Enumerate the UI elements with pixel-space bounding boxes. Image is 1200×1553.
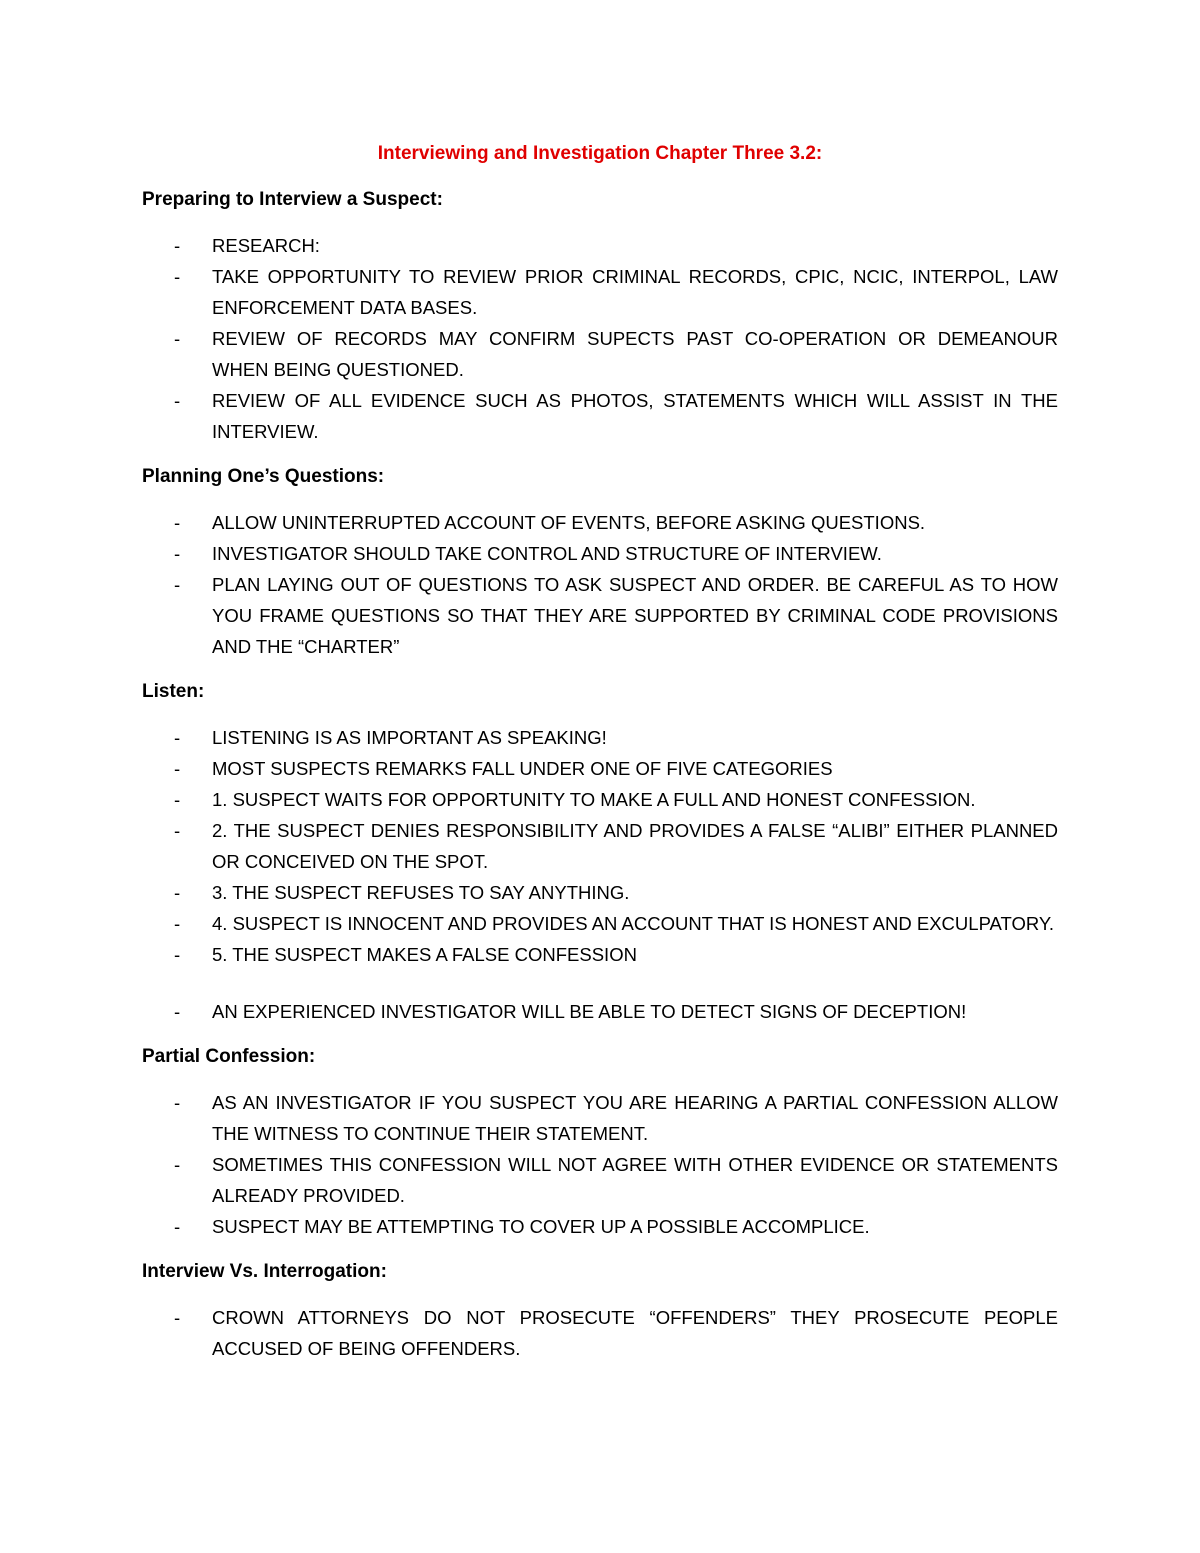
list-item	[142, 815, 1058, 877]
list-item	[142, 784, 1058, 815]
bullet-dash: -	[174, 235, 181, 256]
list-item-text: 1. SUSPECT WAITS FOR OPPORTUNITY TO MAKE A FULL AND HONEST CONFESSION.	[212, 789, 976, 810]
bullet-dash: -	[174, 820, 181, 841]
section-interview-vs-interrogation	[142, 1258, 1058, 1364]
document-page	[142, 140, 1058, 1380]
bullet-list	[142, 1087, 1058, 1242]
list-item-text: LISTENING IS AS IMPORTANT AS SPEAKING!	[212, 727, 607, 748]
section-heading: Partial Confession:	[142, 1046, 316, 1067]
bullet-dash: -	[174, 944, 181, 965]
list-item	[142, 996, 1058, 1027]
bullet-dash: -	[174, 512, 181, 533]
list-item	[142, 722, 1058, 753]
bullet-dash: -	[174, 758, 181, 779]
bullet-list	[142, 1302, 1058, 1364]
list-item	[142, 1211, 1058, 1242]
list-item	[142, 385, 1058, 447]
list-item-text: PLAN LAYING OUT OF QUESTIONS TO ASK SUSPECT AND ORDER. BE CAREFUL AS TO HOW YOU FRAME QUESTIONS SO THAT THEY ARE SUPPORTED BY CRIMINAL CODE PROVISIONS AND THE “CHARTER”	[212, 574, 1058, 657]
list-item	[142, 1302, 1058, 1364]
list-item	[142, 1149, 1058, 1211]
document-title: Interviewing and Investigation Chapter Three 3.2:	[377, 143, 823, 164]
bullet-dash: -	[174, 543, 181, 564]
list-item	[142, 939, 1058, 970]
list-item	[142, 877, 1058, 908]
list-item	[142, 230, 1058, 261]
bullet-dash: -	[174, 789, 181, 810]
list-item-text: MOST SUSPECTS REMARKS FALL UNDER ONE OF FIVE CATEGORIES	[212, 758, 833, 779]
list-item	[142, 261, 1058, 323]
bullet-dash: -	[174, 1092, 181, 1113]
bullet-dash: -	[174, 574, 181, 595]
list-item	[142, 1087, 1058, 1149]
bullet-list	[142, 230, 1058, 447]
list-item-text: 5. THE SUSPECT MAKES A FALSE CONFESSION	[212, 944, 637, 965]
list-item-text: TAKE OPPORTUNITY TO REVIEW PRIOR CRIMINAL RECORDS, CPIC, NCIC, INTERPOL, LAW ENFORCEMENT DATA BASES.	[212, 266, 1058, 318]
list-item-text: REVIEW OF ALL EVIDENCE SUCH AS PHOTOS, STATEMENTS WHICH WILL ASSIST IN THE INTERVIEW.	[212, 390, 1058, 442]
section-preparing	[142, 186, 1058, 447]
list-item	[142, 569, 1058, 662]
list-item-text: REVIEW OF RECORDS MAY CONFIRM SUPECTS PAST CO-OPERATION OR DEMEANOUR WHEN BEING QUESTIONED.	[212, 328, 1058, 380]
list-item-text: SUSPECT MAY BE ATTEMPTING TO COVER UP A POSSIBLE ACCOMPLICE.	[212, 1216, 870, 1237]
list-item	[142, 507, 1058, 538]
bullet-dash: -	[174, 1154, 181, 1175]
bullet-dash: -	[174, 1001, 181, 1022]
list-item-text: RESEARCH:	[212, 235, 320, 256]
bullet-list	[142, 507, 1058, 662]
bullet-dash: -	[174, 727, 181, 748]
list-item-text: 4. SUSPECT IS INNOCENT AND PROVIDES AN ACCOUNT THAT IS HONEST AND EXCULPATORY.	[212, 913, 1054, 934]
list-item	[142, 538, 1058, 569]
bullet-dash: -	[174, 1307, 181, 1328]
bullet-dash: -	[174, 328, 181, 349]
bullet-dash: -	[174, 266, 181, 287]
list-item-text: ALLOW UNINTERRUPTED ACCOUNT OF EVENTS, BEFORE ASKING QUESTIONS.	[212, 512, 926, 533]
list-item-text: AN EXPERIENCED INVESTIGATOR WILL BE ABLE TO DETECT SIGNS OF DECEPTION!	[212, 1001, 967, 1022]
bullet-dash: -	[174, 1216, 181, 1237]
section-heading: Planning One’s Questions:	[142, 466, 385, 487]
list-item-text: INVESTIGATOR SHOULD TAKE CONTROL AND STRUCTURE OF INTERVIEW.	[212, 543, 882, 564]
section-heading: Interview Vs. Interrogation:	[142, 1261, 387, 1282]
list-item	[142, 323, 1058, 385]
list-item-text: SOMETIMES THIS CONFESSION WILL NOT AGREE WITH OTHER EVIDENCE OR STATEMENTS ALREADY PROVIDED.	[212, 1154, 1058, 1206]
bullet-dash: -	[174, 390, 181, 411]
section-planning	[142, 463, 1058, 662]
section-heading: Listen:	[142, 681, 205, 702]
list-item	[142, 908, 1058, 939]
section-heading: Preparing to Interview a Suspect:	[142, 189, 443, 210]
list-item-text: AS AN INVESTIGATOR IF YOU SUSPECT YOU ARE HEARING A PARTIAL CONFESSION ALLOW THE WITNESS TO CONTINUE THEIR STATEMENT.	[212, 1092, 1058, 1144]
list-item-text: 2. THE SUSPECT DENIES RESPONSIBILITY AND PROVIDES A FALSE “ALIBI” EITHER PLANNED OR CONCEIVED ON THE SPOT.	[212, 820, 1058, 872]
section-listen	[142, 678, 1058, 1027]
list-item-text: CROWN ATTORNEYS DO NOT PROSECUTE “OFFENDERS” THEY PROSECUTE PEOPLE ACCUSED OF BEING OFFENDERS.	[212, 1307, 1058, 1359]
section-partial-confession	[142, 1043, 1058, 1242]
list-item-text: 3. THE SUSPECT REFUSES TO SAY ANYTHING.	[212, 882, 630, 903]
bullet-dash: -	[174, 882, 181, 903]
bullet-list	[142, 722, 1058, 1027]
bullet-dash: -	[174, 913, 181, 934]
list-item	[142, 753, 1058, 784]
